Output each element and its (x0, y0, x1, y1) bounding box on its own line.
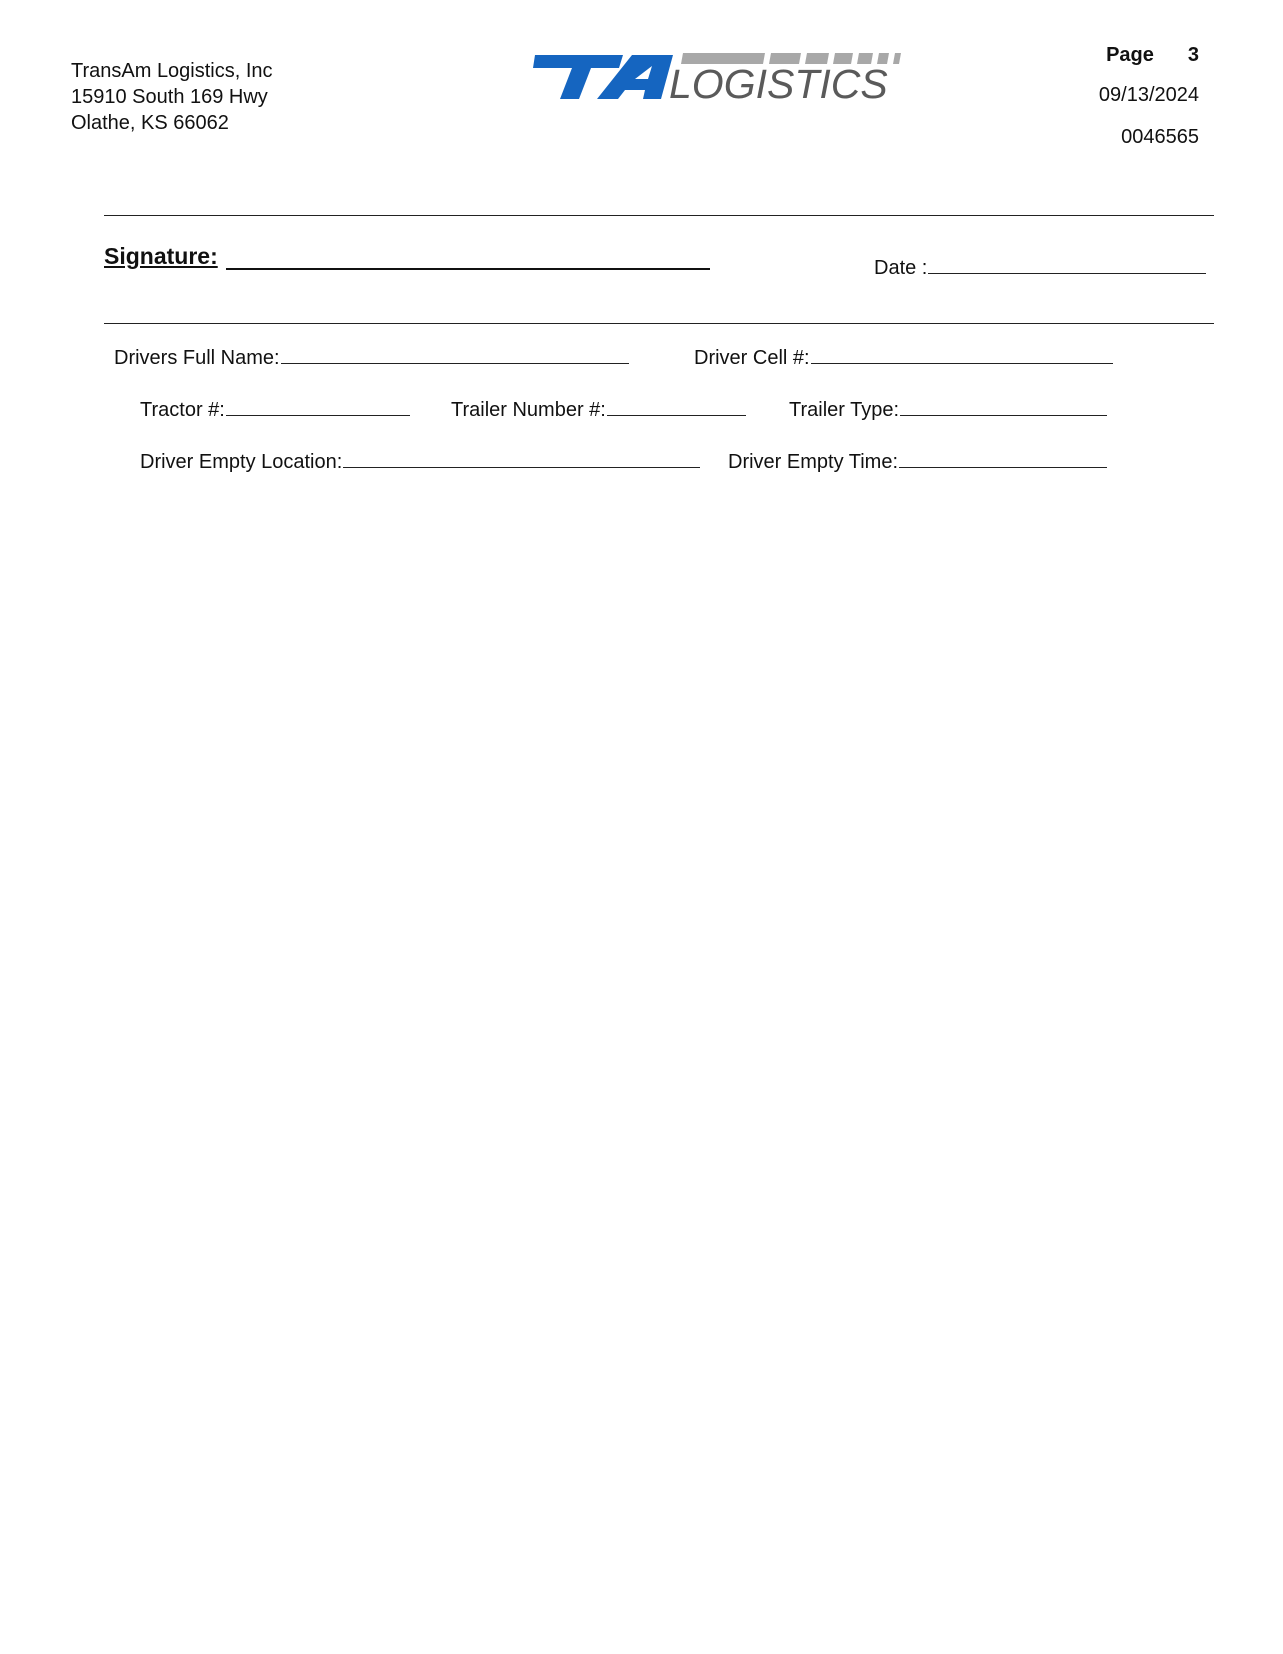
trailer-number-label: Trailer Number #: (451, 399, 606, 421)
signature-label: Signature: (104, 243, 218, 269)
logo-wordmark: LOGISTICS (669, 61, 888, 107)
date-blank[interactable] (928, 255, 1206, 274)
trailer-type-label: Trailer Type: (789, 399, 900, 421)
company-address (71, 58, 273, 136)
trailer-number-field[interactable] (451, 397, 746, 422)
signature-line[interactable] (226, 268, 710, 270)
driver-cell-blank[interactable] (811, 345, 1113, 364)
trailer-type-field[interactable] (789, 397, 1107, 422)
driver-empty-location-blank[interactable] (343, 449, 700, 468)
logo-ta-mark (533, 55, 673, 99)
ta-logistics-logo (533, 50, 918, 108)
page-number-row (1099, 44, 1199, 72)
driver-cell-label: Driver Cell #: (694, 347, 810, 369)
drivers-full-name-label: Drivers Full Name: (114, 347, 280, 369)
page-number: 3 (1187, 44, 1199, 66)
tractor-label: Tractor #: (140, 399, 225, 421)
date-label: Date : (874, 257, 928, 279)
document-date: 09/13/2024 (1098, 84, 1199, 106)
driver-empty-time-blank[interactable] (899, 449, 1107, 468)
company-name: TransAm Logistics, Inc (71, 60, 273, 82)
divider-bottom (104, 323, 1214, 324)
driver-empty-location-label: Driver Empty Location: (140, 451, 343, 473)
driver-empty-time-label: Driver Empty Time: (728, 451, 899, 473)
tractor-field[interactable] (140, 397, 410, 422)
trailer-type-blank[interactable] (900, 397, 1107, 416)
trailer-number-blank[interactable] (607, 397, 746, 416)
company-address-line2: Olathe, KS 66062 (71, 112, 229, 134)
drivers-full-name-field[interactable] (114, 345, 629, 370)
date-field[interactable] (874, 255, 1206, 280)
page-label: Page (1106, 44, 1154, 66)
driver-empty-location-field[interactable] (140, 449, 700, 474)
document-number: 0046565 (1121, 126, 1199, 148)
divider-top (104, 215, 1214, 216)
drivers-full-name-blank[interactable] (281, 345, 629, 364)
driver-empty-time-field[interactable] (728, 449, 1107, 474)
page-info (1099, 44, 1199, 149)
tractor-blank[interactable] (226, 397, 410, 416)
company-address-line1: 15910 South 169 Hwy (71, 86, 268, 108)
driver-cell-field[interactable] (694, 345, 1113, 370)
